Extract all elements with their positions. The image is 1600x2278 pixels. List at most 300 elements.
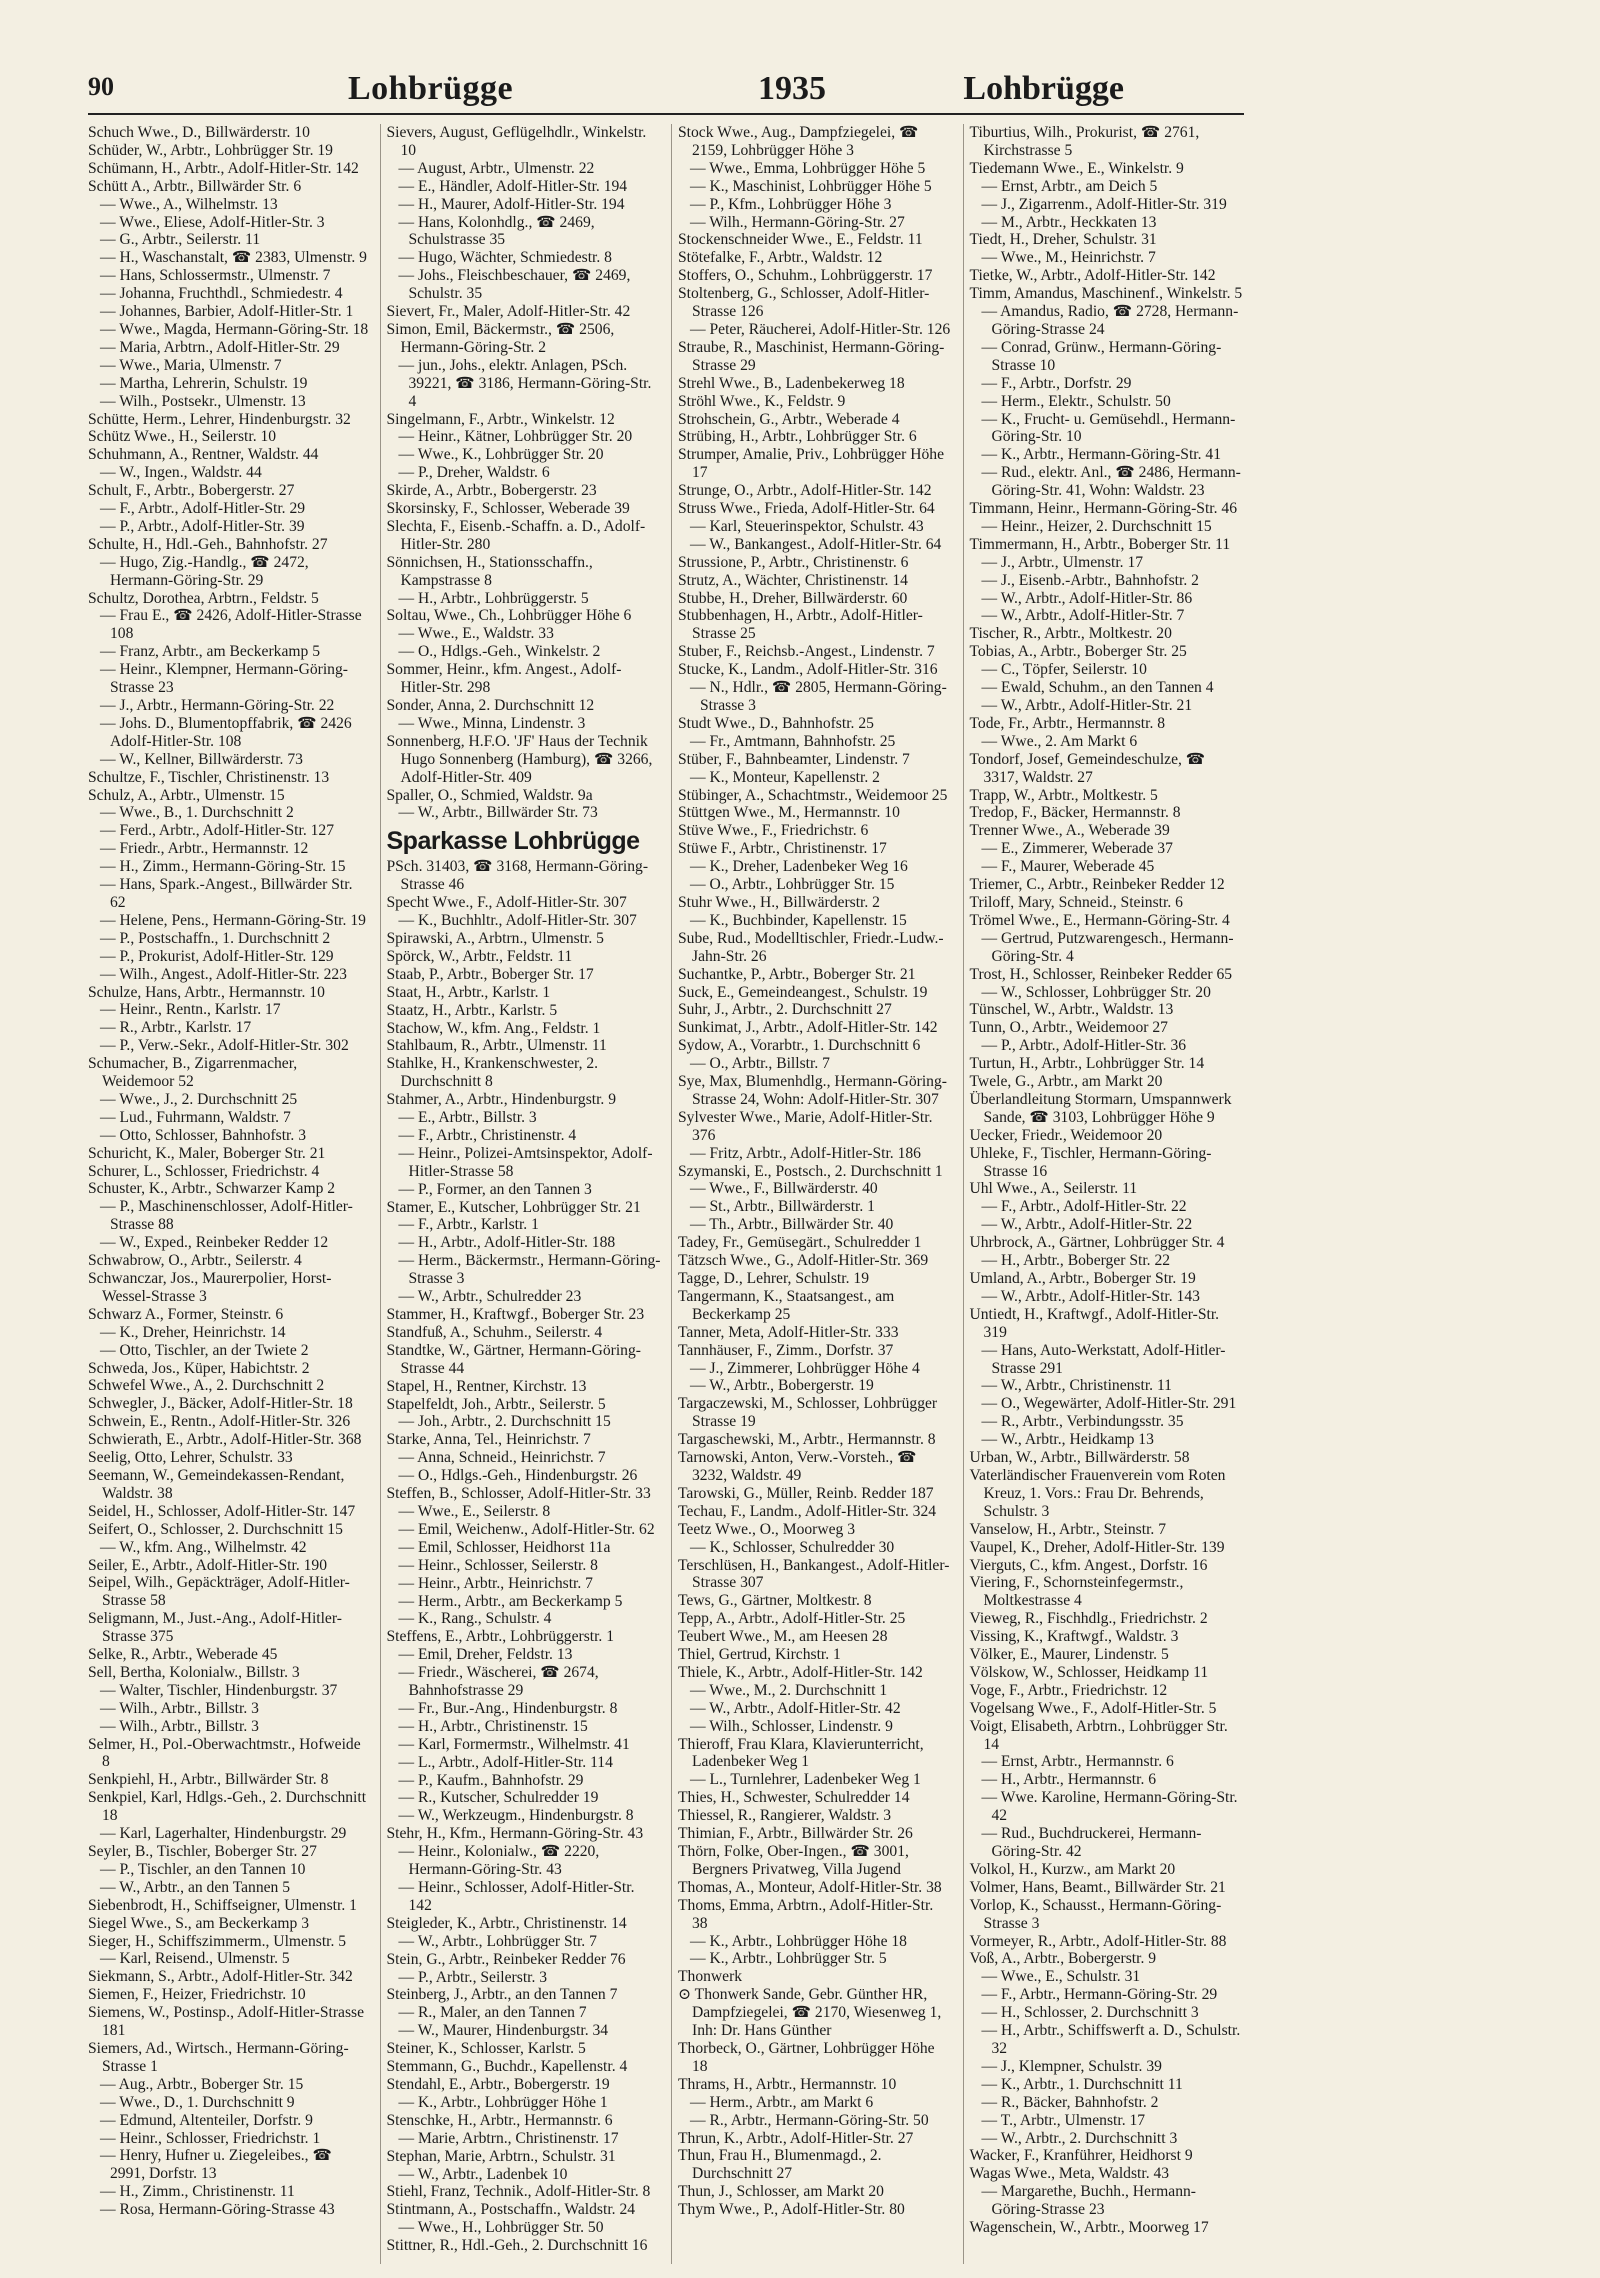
- directory-entry: Thorbeck, O., Gärtner, Lohbrügger Höhe 18: [678, 2039, 935, 2075]
- directory-entry: Strübing, H., Arbtr., Lohbrügger Str. 6: [678, 428, 917, 446]
- directory-entry: — W., Werkzeugm., Hindenburgstr. 8: [398, 1807, 634, 1825]
- directory-entry: Vieweg, R., Fischhdlg., Friedrichstr. 2: [969, 1610, 1208, 1628]
- directory-entry: Stüve Wwe., F., Friedrichstr. 6: [678, 822, 869, 840]
- directory-entry: Stahmer, A., Arbtr., Hindenburgstr. 9: [386, 1091, 617, 1109]
- directory-entry: Strumper, Amalie, Priv., Lohbrügger Höhe 17: [678, 446, 945, 482]
- directory-entry: — Aug., Arbtr., Boberger Str. 15: [100, 2075, 304, 2093]
- directory-entry: — K., Buchbinder, Kapellenstr. 15: [690, 911, 907, 929]
- directory-entry: Studt Wwe., D., Bahnhofstr. 25: [678, 714, 874, 732]
- directory-entry: — E., Arbtr., Billstr. 3: [398, 1109, 537, 1127]
- directory-entry: Strussione, P., Arbtr., Christinenstr. 6: [678, 553, 909, 571]
- directory-entry: — Gertrud, Putzwarengesch., Hermann-Göring-Str. 4: [981, 929, 1234, 965]
- directory-entry: Tarnowski, Anton, Verw.-Vorsteh., ☎ 3232, Waldstr. 49: [678, 1449, 917, 1484]
- running-title-left: Lohbrügge: [348, 70, 514, 107]
- directory-entry: Tarowski, G., Müller, Reinb. Redder 187: [678, 1484, 934, 1502]
- directory-entry: Stuber, F., Reichsb.-Angest., Lindenstr. 7: [678, 643, 935, 661]
- directory-entry: Tannhäuser, F., Zimm., Dorfstr. 37: [678, 1341, 894, 1359]
- directory-entry: — Ernst, Arbtr., am Deich 5: [981, 177, 1158, 195]
- directory-entry: — Walter, Tischler, Hindenburgstr. 37: [100, 1681, 338, 1699]
- directory-entry: Turtun, H., Arbtr., Lohbrügger Str. 14: [969, 1055, 1205, 1073]
- directory-entry: — R., Arbtr., Verbindungsstr. 35: [981, 1413, 1184, 1431]
- directory-entry: Vierguts, C., kfm. Angest., Dorfstr. 16: [969, 1556, 1208, 1574]
- directory-entry: — Wwe., Eliese, Adolf-Hitler-Str. 3: [100, 213, 325, 231]
- directory-entry: Thieroff, Frau Klara, Klavierunterricht, Ladenbeker Weg 1: [678, 1735, 924, 1771]
- directory-entry: — Rud., Buchdruckerei, Hermann-Göring-Str. 42: [981, 1825, 1202, 1860]
- directory-entry: — W., Arbtr., Billwärder Str. 73: [398, 804, 598, 822]
- running-title-right: Lohbrügge: [963, 70, 1124, 107]
- directory-entry: Seligmann, M., Just.-Ang., Adolf-Hitler-Strasse 375: [88, 1610, 342, 1646]
- directory-entry: Stötefalke, F., Arbtr., Waldstr. 12: [678, 249, 883, 267]
- directory-entry: — F., Arbtr., Hermann-Göring-Str. 29: [981, 1986, 1218, 2004]
- directory-entry: Vormeyer, R., Arbtr., Adolf-Hitler-Str. 88: [969, 1932, 1227, 1950]
- directory-entry: Suchantke, P., Arbtr., Boberger Str. 21: [678, 965, 916, 983]
- directory-entry: Sylvester Wwe., Marie, Adolf-Hitler-Str. 376: [678, 1108, 933, 1144]
- directory-entry: Simon, Emil, Bäckermstr., ☎ 2506, Hermann-Göring-Str. 2: [386, 320, 615, 356]
- directory-entry: — Karl, Reisend., Ulmenstr. 5: [100, 1950, 290, 1968]
- directory-entry: — P., Postschaffn., 1. Durchschnitt 2: [100, 929, 331, 947]
- directory-entry: — Heinr., Schlosser, Adolf-Hitler-Str. 142: [398, 1879, 635, 1914]
- column-3: [671, 124, 953, 2264]
- directory-entry: — Wwe., E., Schulstr. 31: [981, 1968, 1141, 1986]
- directory-entry: Urban, W., Arbtr., Billwärderstr. 58: [969, 1449, 1190, 1467]
- directory-entry: Stoffers, O., Schuhm., Lohbrüggerstr. 17: [678, 267, 933, 285]
- directory-entry: — W., Arbtr., 2. Durchschnitt 3: [981, 2129, 1178, 2147]
- directory-entry: — Wilh., Arbtr., Billstr. 3: [100, 1699, 259, 1717]
- directory-entry: — Wwe., A., Wilhelmstr. 13: [100, 195, 278, 213]
- directory-entry: — Amandus, Radio, ☎ 2728, Hermann-Göring-Strasse 24: [981, 303, 1239, 338]
- directory-entry: Thun, J., Schlosser, am Markt 20: [678, 2183, 884, 2201]
- directory-entry: Schüder, W., Arbtr., Lohbrügger Str. 19: [88, 141, 333, 159]
- directory-entry: — Rosa, Hermann-Göring-Strasse 43: [100, 2201, 335, 2219]
- directory-entry: — K., Dreher, Heinrichstr. 14: [100, 1323, 286, 1341]
- directory-entry: — Otto, Tischler, an der Twiete 2: [100, 1341, 309, 1359]
- directory-entry: Schwein, E., Rentn., Adolf-Hitler-Str. 326: [88, 1413, 351, 1431]
- directory-entry: — P., Tischler, an den Tannen 10: [100, 1860, 306, 1878]
- directory-entry: — R., Kutscher, Schulredder 19: [398, 1789, 599, 1807]
- directory-entry: — Wwe., J., 2. Durchschnitt 25: [100, 1090, 298, 1108]
- directory-entry: Thrams, H., Arbtr., Hermannstr. 10: [678, 2075, 897, 2093]
- directory-entry: — Lud., Fuhrmann, Waldstr. 7: [100, 1108, 291, 1126]
- directory-entry: Uecker, Friedr., Weidemoor 20: [969, 1126, 1163, 1144]
- directory-entry: — F., Arbtr., Christinenstr. 4: [398, 1126, 577, 1144]
- directory-entry: — E., Zimmerer, Weberade 37: [981, 840, 1173, 858]
- directory-entry: Selke, R., Arbtr., Weberade 45: [88, 1646, 278, 1664]
- directory-entry: — H., Arbtr., Adolf-Hitler-Str. 188: [398, 1234, 616, 1252]
- directory-entry: Schwanczar, Jos., Maurerpolier, Horst-Wessel-Strasse 3: [88, 1270, 332, 1305]
- directory-entry: Schulze, Hans, Arbtr., Hermannstr. 10: [88, 983, 325, 1001]
- directory-entry: Schult, F., Arbtr., Bobergerstr. 27: [88, 482, 295, 500]
- directory-entry: ⊙ Thonwerk Sande, Gebr. Günther HR, Dampfziegelei, ☎ 2170, Wiesenweg 1, Inh: Dr. Hans Günther: [678, 1986, 942, 2040]
- directory-entry: Stenschke, H., Arbtr., Hermannstr. 6: [386, 2111, 613, 2129]
- directory-entry: Suck, E., Gemeindeangest., Schulstr. 19: [678, 983, 928, 1001]
- directory-entry: — Heinr., Arbtr., Heinrichstr. 7: [398, 1574, 593, 1592]
- directory-entry: Strutz, A., Wächter, Christinenstr. 14: [678, 571, 908, 589]
- directory-entry: — Johs., Fleischbeschauer, ☎ 2469, Schulstr. 35: [398, 267, 631, 303]
- directory-entry: Sievers, August, Geflügelhdlr., Winkelstr. 10: [386, 124, 647, 159]
- directory-entry: — W., Schlosser, Lohbrügger Str. 20: [981, 983, 1211, 1001]
- directory-entry: Voß, A., Arbtr., Bobergerstr. 9: [969, 1950, 1157, 1968]
- directory-entry: — Wwe., K., Lohbrügger Str. 20: [398, 446, 604, 464]
- page-number: 90: [88, 72, 114, 101]
- directory-entry: — W., Arbtr., Heidkamp 13: [981, 1431, 1154, 1449]
- directory-entry: Siekmann, S., Arbtr., Adolf-Hitler-Str. 342: [88, 1968, 353, 1986]
- directory-entry: Thrun, K., Arbtr., Adolf-Hitler-Str. 27: [678, 2129, 914, 2147]
- directory-entry: Struss Wwe., Frieda, Adolf-Hitler-Str. 64: [678, 500, 935, 518]
- directory-entry: Schütz Wwe., H., Seilerstr. 10: [88, 428, 277, 446]
- directory-entry: — Maria, Arbtrn., Adolf-Hitler-Str. 29: [100, 338, 340, 356]
- directory-entry: — Wilh., Angest., Adolf-Hitler-Str. 223: [100, 965, 347, 983]
- directory-entry: Siebenbrodt, H., Schiffseigner, Ulmenstr. 1: [88, 1896, 357, 1914]
- directory-entry: Voge, F., Arbtr., Friedrichstr. 12: [969, 1681, 1168, 1699]
- directory-entry: Schultz, Dorothea, Arbtrn., Feldstr. 5: [88, 589, 319, 607]
- directory-entry: Selmer, H., Pol.-Oberwachtmstr., Hofweide 8: [88, 1735, 361, 1771]
- directory-entry: Vogelsang Wwe., F., Adolf-Hitler-Str. 5: [969, 1699, 1217, 1717]
- directory-entry: — Wwe. Karoline, Hermann-Göring-Str. 42: [981, 1789, 1238, 1825]
- directory-entry: Uhrbrock, A., Gärtner, Lohbrügger Str. 4: [969, 1234, 1225, 1252]
- directory-entry: Trost, H., Schlosser, Reinbeker Redder 65: [969, 965, 1233, 983]
- directory-entry: Trenner Wwe., A., Weberade 39: [969, 822, 1170, 840]
- directory-entry: — Herm., Arbtr., am Beckerkamp 5: [398, 1592, 623, 1610]
- directory-entry: Stahlbaum, R., Arbtr., Ulmenstr. 11: [386, 1037, 607, 1055]
- directory-entry: — H., Arbtr., Lohbrüggerstr. 5: [398, 589, 589, 607]
- directory-entry: Schweda, Jos., Küper, Habichtstr. 2: [88, 1359, 310, 1377]
- directory-entry: — Friedr., Arbtr., Hermannstr. 12: [100, 840, 309, 858]
- directory-entry: Schuch Wwe., D., Billwärderstr. 10: [88, 124, 310, 141]
- directory-entry: — Emil, Weichenw., Adolf-Hitler-Str. 62: [398, 1520, 655, 1538]
- directory-entry: Schurer, L., Schlosser, Friedrichstr. 4: [88, 1162, 320, 1180]
- directory-entry: Tondorf, Josef, Gemeindeschulze, ☎ 3317, Waldstr. 27: [969, 750, 1206, 786]
- directory-entry: — Joh., Arbtr., 2. Durchschnitt 15: [398, 1413, 611, 1431]
- directory-entry: — Fritz, Arbtr., Adolf-Hitler-Str. 186: [690, 1144, 921, 1162]
- directory-entry: — L., Turnlehrer, Ladenbeker Weg 1: [690, 1771, 921, 1789]
- directory-entry: — Rud., elektr. Anl., ☎ 2486, Hermann-Göring-Str. 41, Wohn: Waldstr. 23: [981, 464, 1241, 500]
- directory-entry: — R., Bäcker, Bahnhofstr. 2: [981, 2093, 1159, 2111]
- directory-entry: Siemers, Ad., Wirtsch., Hermann-Göring-Strasse 1: [88, 2039, 349, 2075]
- directory-entry: Timmann, Heinr., Hermann-Göring-Str. 46: [969, 500, 1238, 518]
- directory-entry: Vaupel, K., Dreher, Adolf-Hitler-Str. 139: [969, 1538, 1225, 1556]
- directory-entry: Wagas Wwe., Meta, Waldstr. 43: [969, 2165, 1170, 2183]
- directory-entry: — O., Hdlgs.-Geh., Winkelstr. 2: [398, 643, 601, 661]
- directory-entry: — Wwe., M., 2. Durchschnitt 1: [690, 1681, 888, 1699]
- directory-entry: Tadey, Fr., Gemüsegärt., Schulredder 1: [678, 1234, 922, 1252]
- directory-entry: — J., Eisenb.-Arbtr., Bahnhofstr. 2: [981, 571, 1199, 589]
- directory-entry: — H., Zimm., Christinenstr. 11: [100, 2183, 295, 2201]
- directory-entry: — Heinr., Kolonialw., ☎ 2220, Hermann-Göring-Str. 43: [398, 1843, 600, 1879]
- directory-entry: Schumacher, B., Zigarrenmacher, Weidemoor 52: [88, 1055, 298, 1091]
- directory-entry: Thies, H., Schwester, Schulredder 14: [678, 1789, 910, 1807]
- directory-entry: — R., Arbtr., Hermann-Göring-Str. 50: [690, 2111, 929, 2129]
- directory-entry: — O., Arbtr., Billstr. 7: [690, 1055, 830, 1073]
- directory-entry: Steinberg, J., Arbtr., an den Tannen 7: [386, 1986, 618, 2004]
- directory-entry: PSch. 31403, ☎ 3168, Hermann-Göring-Strasse 46: [386, 858, 649, 894]
- directory-entry: — L., Arbtr., Adolf-Hitler-Str. 114: [398, 1753, 613, 1771]
- directory-entry: Schuricht, K., Maler, Boberger Str. 21: [88, 1144, 326, 1162]
- directory-entry: — Herm., Arbtr., am Markt 6: [690, 2093, 874, 2111]
- directory-entry: Überlandleitung Stormarn, Umspannwerk Sande, ☎ 3103, Lohbrügger Höhe 9: [969, 1090, 1232, 1126]
- directory-entry: — P., Kfm., Lohbrügger Höhe 3: [690, 195, 892, 213]
- directory-entry: Schütte, Herm., Lehrer, Hindenburgstr. 32: [88, 410, 351, 428]
- directory-entry: — H., Schlosser, 2. Durchschnitt 3: [981, 2004, 1199, 2022]
- directory-entry: — J., Zimmerer, Lohbrügger Höhe 4: [690, 1359, 920, 1377]
- directory-entry: Tiedt, H., Dreher, Schulstr. 31: [969, 231, 1157, 249]
- directory-entry: Strehl Wwe., B., Ladenbekerweg 18: [678, 374, 905, 392]
- directory-entry: Skirde, A., Arbtr., Bobergerstr. 23: [386, 482, 597, 500]
- directory-entry: Stahlke, H., Krankenschwester, 2. Durchschnitt 8: [386, 1055, 599, 1091]
- directory-entry: Thomas, A., Monteur, Adolf-Hitler-Str. 38: [678, 1878, 942, 1896]
- directory-entry: — W., Arbtr., Adolf-Hitler-Str. 42: [690, 1699, 901, 1717]
- directory-entry: Sönnichsen, H., Stationsschaffn., Kampstrasse 8: [386, 553, 593, 589]
- directory-entry: — H., Maurer, Adolf-Hitler-Str. 194: [398, 195, 625, 213]
- directory-entry: — P., Former, an den Tannen 3: [398, 1180, 592, 1198]
- directory-entry: Thimian, F., Arbtr., Billwärder Str. 26: [678, 1825, 913, 1843]
- directory-entry: Thoms, Emma, Arbtrn., Adolf-Hitler-Str. 38: [678, 1896, 934, 1932]
- directory-entry: — Hans, Spark.-Angest., Billwärder Str. 62: [100, 876, 353, 911]
- directory-entry: Terschlüsen, H., Bankangest., Adolf-Hitler-Strasse 307: [678, 1556, 950, 1592]
- directory-entry: Siemen, F., Heizer, Friedrichstr. 10: [88, 1986, 306, 2004]
- directory-entry: Voigt, Elisabeth, Arbtrn., Lohbrügger Str. 14: [969, 1717, 1228, 1753]
- directory-entry: Sunkimat, J., Arbtr., Adolf-Hitler-Str. 142: [678, 1019, 938, 1037]
- directory-entry: — W., Arbtr., Adolf-Hitler-Str. 22: [981, 1216, 1193, 1234]
- directory-entry: — Karl, Steuerinspektor, Schulstr. 43: [690, 517, 924, 535]
- directory-entry: Thun, Frau H., Blumenmagd., 2. Durchschnitt 27: [678, 2147, 882, 2183]
- directory-entry: Slechta, F., Eisenb.-Schaffn. a. D., Adolf-Hitler-Str. 280: [386, 517, 646, 553]
- sparkasse-banner: Sparkasse Lohbrügge: [386, 827, 640, 856]
- directory-entry: Staab, P., Arbtr., Boberger Str. 17: [386, 965, 594, 983]
- directory-entry: Thörn, Folke, Ober-Ingen., ☎ 3001, Bergners Privatweg, Villa Jugend: [678, 1843, 909, 1878]
- directory-entry: — P., Verw.-Sekr., Adolf-Hitler-Str. 302: [100, 1037, 349, 1055]
- directory-entry: — H., Arbtr., Hermannstr. 6: [981, 1771, 1157, 1789]
- directory-entry: — M., Arbtr., Heckkaten 13: [981, 213, 1157, 231]
- directory-entry: Sube, Rud., Modelltischler, Friedr.-Ludw.-Jahn-Str. 26: [678, 929, 944, 965]
- directory-entry: Tischer, R., Arbtr., Moltkestr. 20: [969, 625, 1172, 643]
- directory-entry: Thiessel, R., Rangierer, Waldstr. 3: [678, 1807, 892, 1825]
- directory-entry: Vanselow, H., Arbtr., Steinstr. 7: [969, 1520, 1167, 1538]
- directory-entry: — W., Maurer, Hindenburgstr. 34: [398, 2022, 609, 2040]
- directory-entry: — H., Zimm., Hermann-Göring-Str. 15: [100, 858, 346, 876]
- directory-entry: Thym Wwe., P., Adolf-Hitler-Str. 80: [678, 2201, 905, 2219]
- directory-entry: — Wwe., Magda, Hermann-Göring-Str. 18: [100, 320, 369, 338]
- directory-entry: Skorsinsky, F., Schlosser, Weberade 39: [386, 500, 630, 518]
- directory-entry: Tiburtius, Wilh., Prokurist, ☎ 2761, Kirchstrasse 5: [969, 124, 1200, 159]
- directory-entry: — P., Dreher, Waldstr. 6: [398, 464, 550, 482]
- directory-entry: Senkpiehl, H., Arbtr., Billwärder Str. 8: [88, 1771, 329, 1789]
- directory-entry: — Th., Arbtr., Billwärder Str. 40: [690, 1216, 894, 1234]
- directory-entry: — Edmund, Altenteiler, Dorfstr. 9: [100, 2111, 313, 2129]
- directory-entry: Tangermann, K., Staatsangest., am Beckerkamp 25: [678, 1287, 895, 1323]
- directory-entry: Sonnenberg, H.F.O. 'JF' Haus der Technik Hugo Sonnenberg (Hamburg), ☎ 3266, Adolf-Hitler-Str. 409: [386, 732, 653, 786]
- directory-entry: — Frau E., ☎ 2426, Adolf-Hitler-Strasse 108: [100, 607, 362, 643]
- directory-entry: Seelig, Otto, Lehrer, Schulstr. 33: [88, 1449, 293, 1467]
- directory-entry: Sell, Bertha, Kolonialw., Billstr. 3: [88, 1663, 300, 1681]
- directory-entry: Siegel Wwe., S., am Beckerkamp 3: [88, 1914, 310, 1932]
- directory-entry: — G., Arbtr., Seilerstr. 11: [100, 231, 261, 249]
- directory-entry: Strohschein, G., Arbtr., Weberade 4: [678, 410, 900, 428]
- directory-entry: Steiner, K., Schlosser, Karlstr. 5: [386, 2040, 586, 2058]
- directory-entry: — H., Waschanstalt, ☎ 2383, Ulmenstr. 9: [100, 249, 367, 267]
- directory-entry: — W., kfm. Ang., Wilhelmstr. 42: [100, 1538, 307, 1556]
- directory-entry: Untiedt, H., Kraftwgf., Adolf-Hitler-Str. 319: [969, 1305, 1220, 1341]
- directory-entry: Ströhl Wwe., K., Feldstr. 9: [678, 392, 846, 410]
- page-header: [88, 72, 1244, 112]
- directory-entry: — R., Maler, an den Tannen 7: [398, 2004, 587, 2022]
- directory-entry: Umland, A., Arbtr., Boberger Str. 19: [969, 1270, 1196, 1287]
- directory-entry: Schütt A., Arbtr., Billwärder Str. 6: [88, 177, 302, 195]
- directory-entry: Stubbe, H., Dreher, Billwärderstr. 60: [678, 589, 908, 607]
- directory-entry: — Wilh., Postsekr., Ulmenstr. 13: [100, 392, 306, 410]
- directory-entry: — Friedr., Wäscherei, ☎ 2674, Bahnhofstrasse 29: [398, 1664, 599, 1700]
- directory-entry: Seyler, B., Tischler, Boberger Str. 27: [88, 1843, 317, 1860]
- directory-entry: — F., Arbtr., Adolf-Hitler-Str. 22: [981, 1198, 1187, 1216]
- directory-entry: Sieger, H., Schiffszimmerm., Ulmenstr. 5: [88, 1932, 347, 1950]
- directory-entry: — J., Zigarrenm., Adolf-Hitler-Str. 319: [981, 195, 1227, 213]
- directory-entry: Singelmann, F., Arbtr., Winkelstr. 12: [386, 410, 615, 428]
- directory-entry: — K., Buchhltr., Adolf-Hitler-Str. 307: [398, 912, 637, 930]
- directory-entry: — Wilh., Arbtr., Billstr. 3: [100, 1717, 259, 1735]
- directory-entry: Siemens, W., Postinsp., Adolf-Hitler-Strasse 181: [88, 2004, 365, 2040]
- directory-entry: Stüttgen Wwe., M., Hermannstr. 10: [678, 804, 900, 822]
- directory-entry: — Wilh., Hermann-Göring-Str. 27: [690, 213, 905, 231]
- directory-entry: — K., Schlosser, Schulredder 30: [690, 1538, 895, 1556]
- directory-columns: [88, 124, 1244, 2264]
- directory-entry: Stiehl, Franz, Technik., Adolf-Hitler-Str. 8: [386, 2183, 651, 2201]
- directory-entry: — P., Arbtr., Seilerstr. 3: [398, 1968, 548, 1986]
- directory-entry: — Ewald, Schuhm., an den Tannen 4: [981, 679, 1214, 697]
- directory-entry: — Heinr., Rentn., Karlstr. 17: [100, 1001, 281, 1019]
- directory-entry: Steffens, E., Arbtr., Lohbrüggerstr. 1: [386, 1628, 615, 1646]
- directory-entry: — W., Bankangest., Adolf-Hitler-Str. 64: [690, 535, 942, 553]
- directory-entry: Triloff, Mary, Schneid., Steinstr. 6: [969, 893, 1183, 911]
- directory-entry: — J., Klempner, Schulstr. 39: [981, 2057, 1162, 2075]
- directory-entry: Schwefel Wwe., A., 2. Durchschnitt 2: [88, 1377, 325, 1395]
- directory-entry: — Ernst, Arbtr., Hermannstr. 6: [981, 1753, 1174, 1771]
- directory-entry: — H., Arbtr., Boberger Str. 22: [981, 1252, 1171, 1270]
- directory-entry: — F., Arbtr., Adolf-Hitler-Str. 29: [100, 500, 306, 518]
- directory-entry: Timm, Amandus, Maschinenf., Winkelstr. 5: [969, 285, 1243, 303]
- directory-entry: — Margarethe, Buchh., Hermann-Göring-Strasse 23: [981, 2183, 1196, 2219]
- directory-entry: Schwabrow, O., Arbtr., Seilerstr. 4: [88, 1252, 302, 1270]
- directory-entry: — Wwe., M., Heinrichstr. 7: [981, 249, 1156, 267]
- directory-entry: Schuhmann, A., Rentner, Waldstr. 44: [88, 446, 319, 464]
- directory-entry: Stittner, R., Hdl.-Geh., 2. Durchschnitt 16: [386, 2237, 648, 2255]
- directory-entry: — E., Händler, Adolf-Hitler-Str. 194: [398, 177, 628, 195]
- directory-entry: Stachow, W., kfm. Ang., Feldstr. 1: [386, 1019, 601, 1037]
- directory-entry: Stammer, H., Kraftwgf., Boberger Str. 23: [386, 1306, 645, 1323]
- directory-entry: — Otto, Schlosser, Bahnhofstr. 3: [100, 1126, 306, 1144]
- directory-entry: — Anna, Schneid., Heinrichstr. 7: [398, 1449, 606, 1467]
- directory-entry: Seipel, Wilh., Gepäckträger, Adolf-Hitler-Strasse 58: [88, 1574, 350, 1610]
- directory-entry: Thonwerk: [678, 1968, 743, 1986]
- directory-entry: — R., Arbtr., Karlstr. 17: [100, 1019, 252, 1037]
- directory-entry: Soltau, Wwe., Ch., Lohbrügger Höhe 6: [386, 607, 632, 625]
- directory-entry: — Ferd., Arbtr., Adolf-Hitler-Str. 127: [100, 822, 335, 840]
- directory-entry: Targaczewski, M., Schlosser, Lohbrügger Strasse 19: [678, 1395, 938, 1431]
- directory-entry: Stüwe F., Arbtr., Christinenstr. 17: [678, 840, 887, 858]
- directory-entry: — Hans, Auto-Werkstatt, Adolf-Hitler-Strasse 291: [981, 1341, 1226, 1377]
- directory-entry: — Wwe., H., Lohbrügger Str. 50: [398, 2219, 604, 2237]
- directory-entry: — W., Arbtr., Schulredder 23: [398, 1288, 582, 1306]
- directory-entry: — J., Arbtr., Hermann-Göring-Str. 22: [100, 697, 335, 714]
- directory-entry: — W., Arbtr., Lohbrügger Str. 7: [398, 1932, 597, 1950]
- directory-entry: Tanner, Meta, Adolf-Hitler-Str. 333: [678, 1323, 899, 1341]
- directory-entry: Tode, Fr., Arbtr., Hermannstr. 8: [969, 714, 1166, 732]
- directory-entry: Stubbenhagen, H., Arbtr., Adolf-Hitler-Strasse 25: [678, 607, 923, 643]
- directory-entry: Tätzsch Wwe., G., Adolf-Hitler-Str. 369: [678, 1252, 929, 1270]
- directory-entry: Vissing, K., Kraftwgf., Waldstr. 3: [969, 1628, 1179, 1646]
- directory-entry: — W., Arbtr., Christinenstr. 11: [981, 1377, 1172, 1395]
- directory-entry: — O., Hdlgs.-Geh., Hindenburgstr. 26: [398, 1467, 638, 1485]
- directory-entry: Timmermann, H., Arbtr., Boberger Str. 11: [969, 535, 1231, 553]
- directory-entry: Schwegler, J., Bäcker, Adolf-Hitler-Str. 18: [88, 1395, 353, 1413]
- directory-entry: Starke, Anna, Tel., Heinrichstr. 7: [386, 1431, 591, 1449]
- directory-entry: Wagenschein, W., Arbtr., Moorweg 17: [969, 2219, 1209, 2237]
- directory-entry: Steffen, B., Schlosser, Adolf-Hitler-Str. 33: [386, 1485, 651, 1503]
- directory-entry: Viering, F., Schornsteinfegermstr., Moltkestrasse 4: [969, 1574, 1184, 1610]
- directory-entry: — W., Exped., Reinbeker Redder 12: [100, 1234, 329, 1252]
- directory-entry: — F., Arbtr., Dorfstr. 29: [981, 374, 1132, 392]
- directory-entry: — Wwe., 2. Am Markt 6: [981, 732, 1138, 750]
- directory-entry: Schwierath, E., Arbtr., Adolf-Hitler-Str. 368: [88, 1431, 362, 1449]
- directory-entry: — Karl, Formermstr., Wilhelmstr. 41: [398, 1735, 630, 1753]
- directory-entry: — K., Arbtr., Lohbrügger Höhe 18: [690, 1932, 907, 1950]
- directory-entry: Spörck, W., Arbtr., Feldstr. 11: [386, 947, 573, 965]
- year-heading: 1935: [758, 70, 826, 107]
- directory-entry: — Hans, Schlossermstr., Ulmenstr. 7: [100, 267, 331, 285]
- directory-entry: — Wwe., E., Seilerstr. 8: [398, 1502, 551, 1520]
- directory-entry: — Conrad, Grünw., Hermann-Göring-Strasse 10: [981, 338, 1222, 374]
- directory-entry: Triemer, C., Arbtr., Reinbeker Redder 12: [969, 876, 1225, 894]
- directory-entry: — W., Ingen., Waldstr. 44: [100, 464, 262, 482]
- directory-entry: — Heinr., Schlosser, Seilerstr. 8: [398, 1556, 598, 1574]
- directory-entry: — Peter, Räucherei, Adolf-Hitler-Str. 126: [690, 320, 951, 338]
- directory-entry: Schultze, F., Tischler, Christinenstr. 13: [88, 768, 330, 786]
- directory-entry: — Heinr., Polizei-Amtsinspektor, Adolf-Hitler-Strasse 58: [398, 1144, 653, 1180]
- directory-entry: Tepp, A., Arbtr., Adolf-Hitler-Str. 25: [678, 1610, 906, 1628]
- directory-entry: Uhl Wwe., A., Seilerstr. 11: [969, 1180, 1138, 1198]
- directory-entry: Tiedemann Wwe., E., Winkelstr. 9: [969, 159, 1184, 177]
- directory-entry: — Martha, Lehrerin, Schulstr. 19: [100, 374, 308, 392]
- directory-entry: — W., Arbtr., Bobergerstr. 19: [690, 1377, 874, 1395]
- directory-entry: Stehr, H., Kfm., Hermann-Göring-Str. 43: [386, 1825, 644, 1843]
- directory-entry: Tagge, D., Lehrer, Schulstr. 19: [678, 1270, 869, 1287]
- directory-entry: Stemmann, G., Buchdr., Kapellenstr. 4: [386, 2058, 628, 2076]
- directory-entry: — W., Arbtr., Adolf-Hitler-Str. 21: [981, 697, 1193, 714]
- directory-entry: Seemann, W., Gemeindekassen-Rendant, Waldstr. 38: [88, 1466, 345, 1502]
- directory-entry: Volmer, Hans, Beamt., Billwärder Str. 21: [969, 1878, 1226, 1896]
- directory-entry: Tietke, W., Arbtr., Adolf-Hitler-Str. 142: [969, 267, 1216, 285]
- column-2: [380, 124, 662, 2264]
- directory-entry: Sommer, Heinr., kfm. Angest., Adolf-Hitler-Str. 298: [386, 661, 622, 697]
- directory-entry: Twele, G., Arbtr., am Markt 20: [969, 1073, 1163, 1091]
- directory-entry: Straube, R., Maschinist, Hermann-Göring-Strasse 29: [678, 338, 945, 374]
- directory-entry: — K., Arbtr., Lohbrügger Höhe 1: [398, 2093, 608, 2111]
- directory-entry: Seiler, E., Arbtr., Adolf-Hitler-Str. 190: [88, 1556, 328, 1574]
- directory-entry: — Wwe., F., Billwärderstr. 40: [690, 1180, 878, 1198]
- directory-entry: — Emil, Dreher, Feldstr. 13: [398, 1646, 573, 1664]
- directory-entry: — Karl, Lagerhalter, Hindenburgstr. 29: [100, 1825, 347, 1843]
- directory-entry: Vaterländischer Frauenverein vom Roten Kreuz, 1. Vors.: Frau Dr. Behrends, Schulstr. 3: [969, 1466, 1226, 1520]
- directory-entry: Spirawski, A., Arbtrn., Ulmenstr. 5: [386, 929, 604, 947]
- directory-entry: — W., Arbtr., an den Tannen 5: [100, 1878, 291, 1896]
- directory-entry: — N., Hdlr., ☎ 2805, Hermann-Göring-Strasse 3: [690, 679, 947, 714]
- directory-entry: — K., Arbtr., Lohbrügger Str. 5: [690, 1950, 887, 1968]
- directory-entry: — F., Arbtr., Karlstr. 1: [398, 1216, 539, 1234]
- directory-entry: Tünschel, W., Arbtr., Waldstr. 13: [969, 1001, 1174, 1019]
- directory-entry: — P., Prokurist, Adolf-Hitler-Str. 129: [100, 947, 334, 965]
- directory-entry: Stüber, F., Bahnbeamter, Lindenstr. 7: [678, 750, 910, 768]
- directory-entry: Suhr, J., Arbtr., 2. Durchschnitt 27: [678, 1001, 892, 1019]
- directory-entry: — W., Arbtr., Adolf-Hitler-Str. 7: [981, 607, 1185, 625]
- directory-entry: — Johs. D., Blumentopffabrik, ☎ 2426 Adolf-Hitler-Str. 108: [100, 714, 352, 750]
